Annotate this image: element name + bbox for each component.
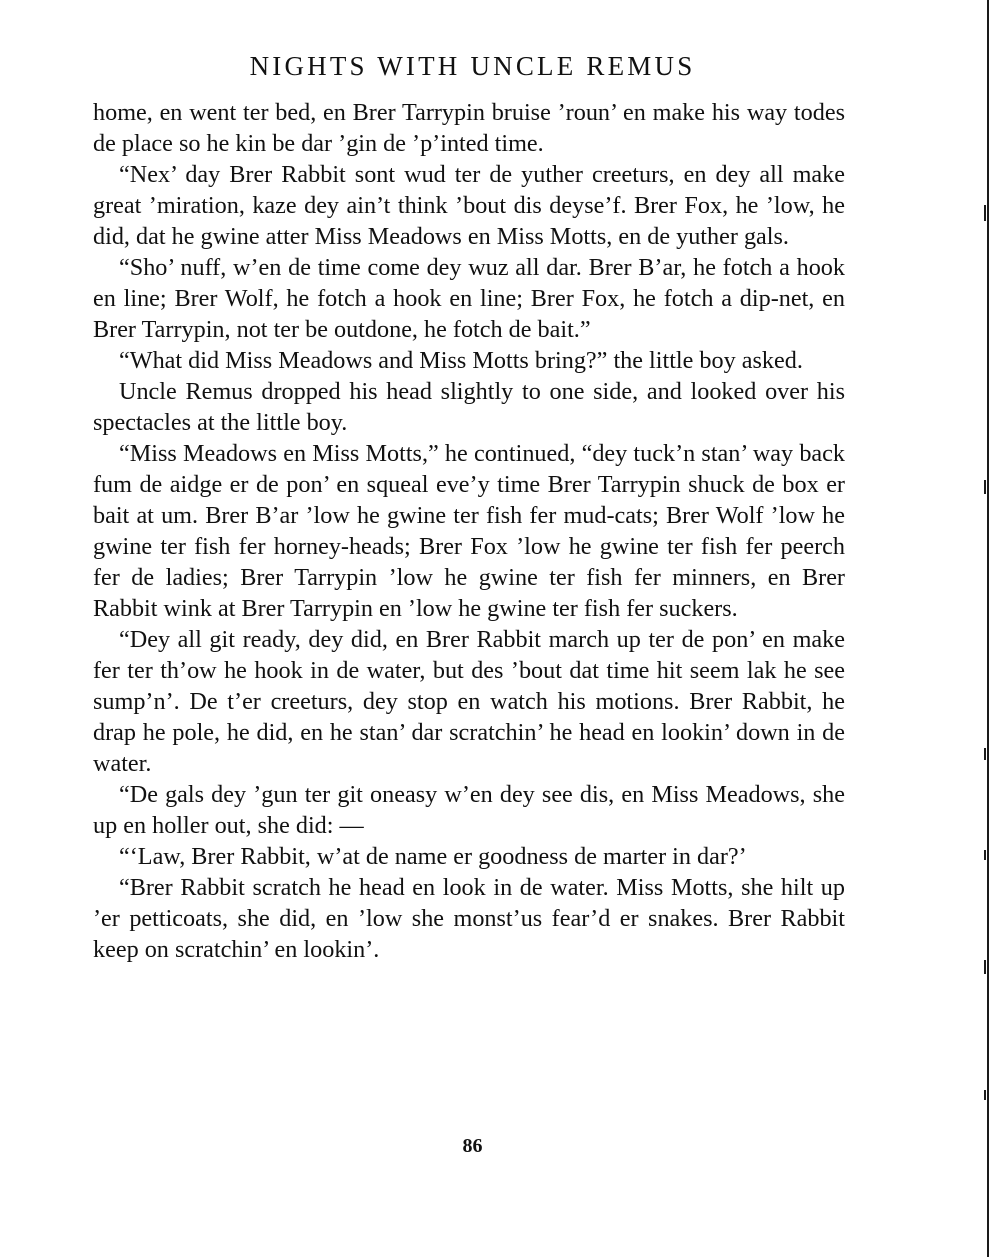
page-edge-mark: [984, 205, 986, 221]
page-number: 86: [462, 1135, 483, 1157]
paragraph: “Sho’ nuff, w’en de time come dey wuz all dar. Brer B’ar, he fotch a hook en line; Brer Wolf, he fotch a hook en line; Brer Fox, he fotch a dip-net, en Brer Tarrypin, not ter be outdone, he fotch de bait.”: [93, 254, 845, 343]
running-title: NIGHTS WITH UNCLE REMUS: [249, 51, 696, 81]
paragraph: “Nex’ day Brer Rabbit sont wud ter de yuther creeturs, en dey all make great ’miration, kaze dey ain’t think ’bout dis deyse’f. Brer Fox, he ’low, he did, dat he gwine atter Miss Meadows en Miss Motts, en de yuther gals.: [93, 161, 845, 250]
page-edge-mark: [984, 960, 986, 974]
page-edge-mark: [984, 480, 986, 494]
page-edge-mark: [984, 1090, 986, 1100]
page-edge-line: [987, 0, 989, 1257]
paragraph: “Brer Rabbit scratch he head en look in de water. Miss Motts, she hilt up ’er petticoats, she did, en ’low she monst’us fear’d er snakes. Brer Rabbit keep on scratchin’ en lookin’.: [93, 874, 845, 963]
page-body-text: [93, 97, 845, 965]
page-edge-mark: [984, 748, 986, 760]
paragraph: Uncle Remus dropped his head slightly to one side, and looked over his spectacles at the little boy.: [93, 378, 845, 436]
paragraph: home, en went ter bed, en Brer Tarrypin bruise ’roun’ en make his way todes de place so he kin be dar ’gin de ’p’inted time.: [93, 99, 845, 157]
paragraph: “Dey all git ready, dey did, en Brer Rabbit march up ter de pon’ en make fer ter th’ow he hook in de water, but des ’bout dat time hit seem lak he see sump’n’. De t’er creeturs, dey stop en watch his motions. Brer Rabbit, he drap he pole, he did, en he stan’ dar scratchin’ he head en lookin’ down in de water.: [93, 626, 845, 777]
paragraph: “De gals dey ’gun ter git oneasy w’en dey see dis, en Miss Meadows, she up en holler out, she did: —: [93, 781, 845, 839]
paragraph: “‘Law, Brer Rabbit, w’at de name er goodness de marter in dar?’: [119, 843, 747, 870]
page-edge-mark: [984, 850, 986, 860]
paragraph: “What did Miss Meadows and Miss Motts bring?” the little boy asked.: [119, 347, 803, 374]
paragraph: “Miss Meadows en Miss Motts,” he continued, “dey tuck’n stan’ way back fum de aidge er de pon’ en squeal eve’y time Brer Tarrypin shuck de box er bait at um. Brer B’ar ’low he gwine ter fish fer mud-cats; Brer Wolf ’low he gwine ter fish fer horney-heads; Brer Fox ’low he gwine ter fish fer peerch fer de ladies; Brer Tarrypin ’low he gwine ter fish fer minners, en Brer Rabbit wink at Brer Tarrypin en ’low he gwine ter fish fer suckers.: [93, 440, 845, 622]
